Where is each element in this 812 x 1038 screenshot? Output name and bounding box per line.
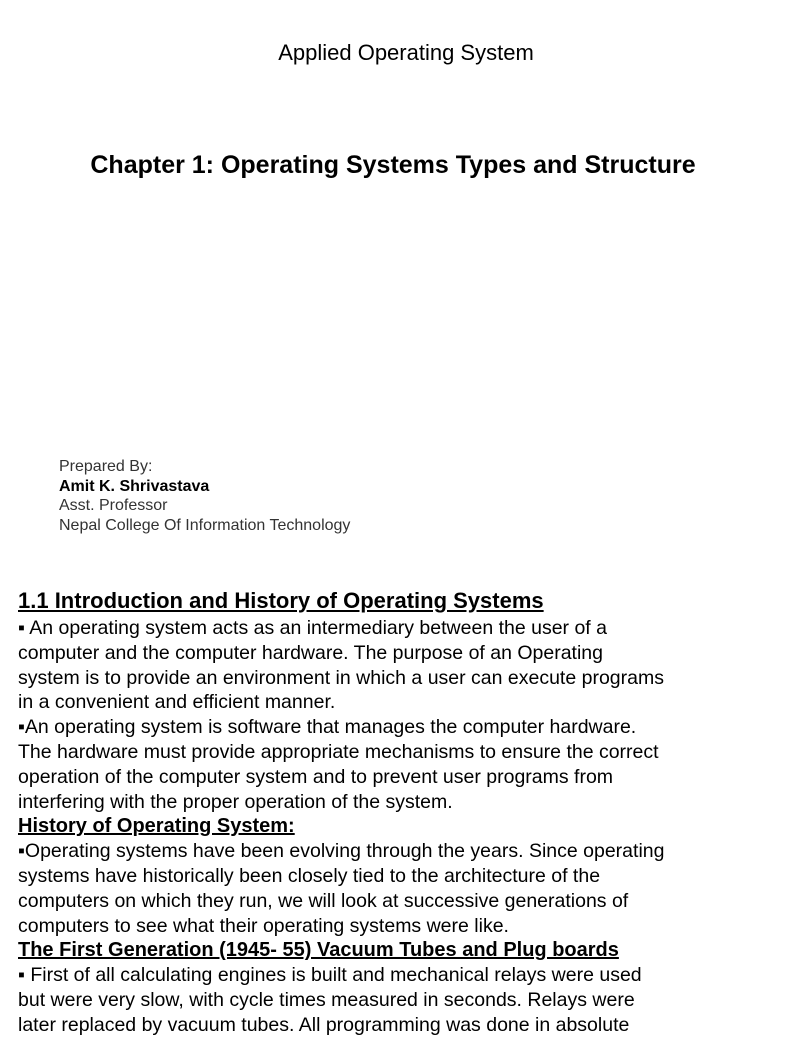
chapter-title: Chapter 1: Operating Systems Types and Structure (90, 151, 696, 179)
paragraph-line: ▪ First of all calculating engines is built and mechanical relays were used (18, 964, 642, 987)
paragraph-first-generation (18, 963, 768, 1037)
paragraph-line: The hardware must provide appropriate mechanisms to ensure the correct (18, 740, 659, 763)
paragraph-line: interfering with the proper operation of the system. (18, 790, 453, 813)
paragraph-line: ▪ An operating system acts as an intermediary between the user of a (18, 617, 607, 639)
paragraph-line: in a convenient and efficient manner. (18, 691, 336, 714)
paragraph-line: systems have historically been closely tied to the architecture of the (18, 864, 601, 887)
paragraph-intro (18, 616, 768, 715)
paragraph-line: computers to see what their operating systems were like. (18, 914, 509, 937)
paragraph-history (18, 839, 768, 938)
credits-block (59, 457, 350, 535)
paragraph-line: ▪Operating systems have been evolving through the years. Since operating (18, 840, 665, 863)
paragraph-line: system is to provide an environment in which a user can execute programs (18, 666, 664, 689)
history-heading: History of Operating System: (18, 815, 295, 838)
paragraph-hardware (18, 715, 768, 814)
paragraph-line: computer and the computer hardware. The purpose of an Operating (18, 641, 603, 664)
prepared-by-label: Prepared By: (59, 458, 153, 475)
document-title: Applied Operating System (278, 40, 534, 65)
author-position: Asst. Professor (59, 497, 168, 514)
paragraph-line: ▪An operating system is software that manages the computer hardware. (18, 716, 637, 739)
paragraph-line: operation of the computer system and to prevent user programs from (18, 765, 614, 788)
section-heading: 1.1 Introduction and History of Operating Systems (18, 588, 544, 613)
author-institution: Nepal College Of Information Technology (59, 516, 351, 534)
first-generation-heading: The First Generation (1945- 55) Vacuum Tubes and Plug boards (18, 939, 619, 962)
author-name: Amit K. Shrivastava (59, 477, 210, 495)
paragraph-line: but were very slow, with cycle times measured in seconds. Relays were (18, 988, 635, 1011)
section-content (18, 586, 768, 1038)
paragraph-line: computers on which they run, we will look at successive generations of (18, 889, 629, 912)
paragraph-line: later replaced by vacuum tubes. All programming was done in absolute (18, 1013, 630, 1036)
